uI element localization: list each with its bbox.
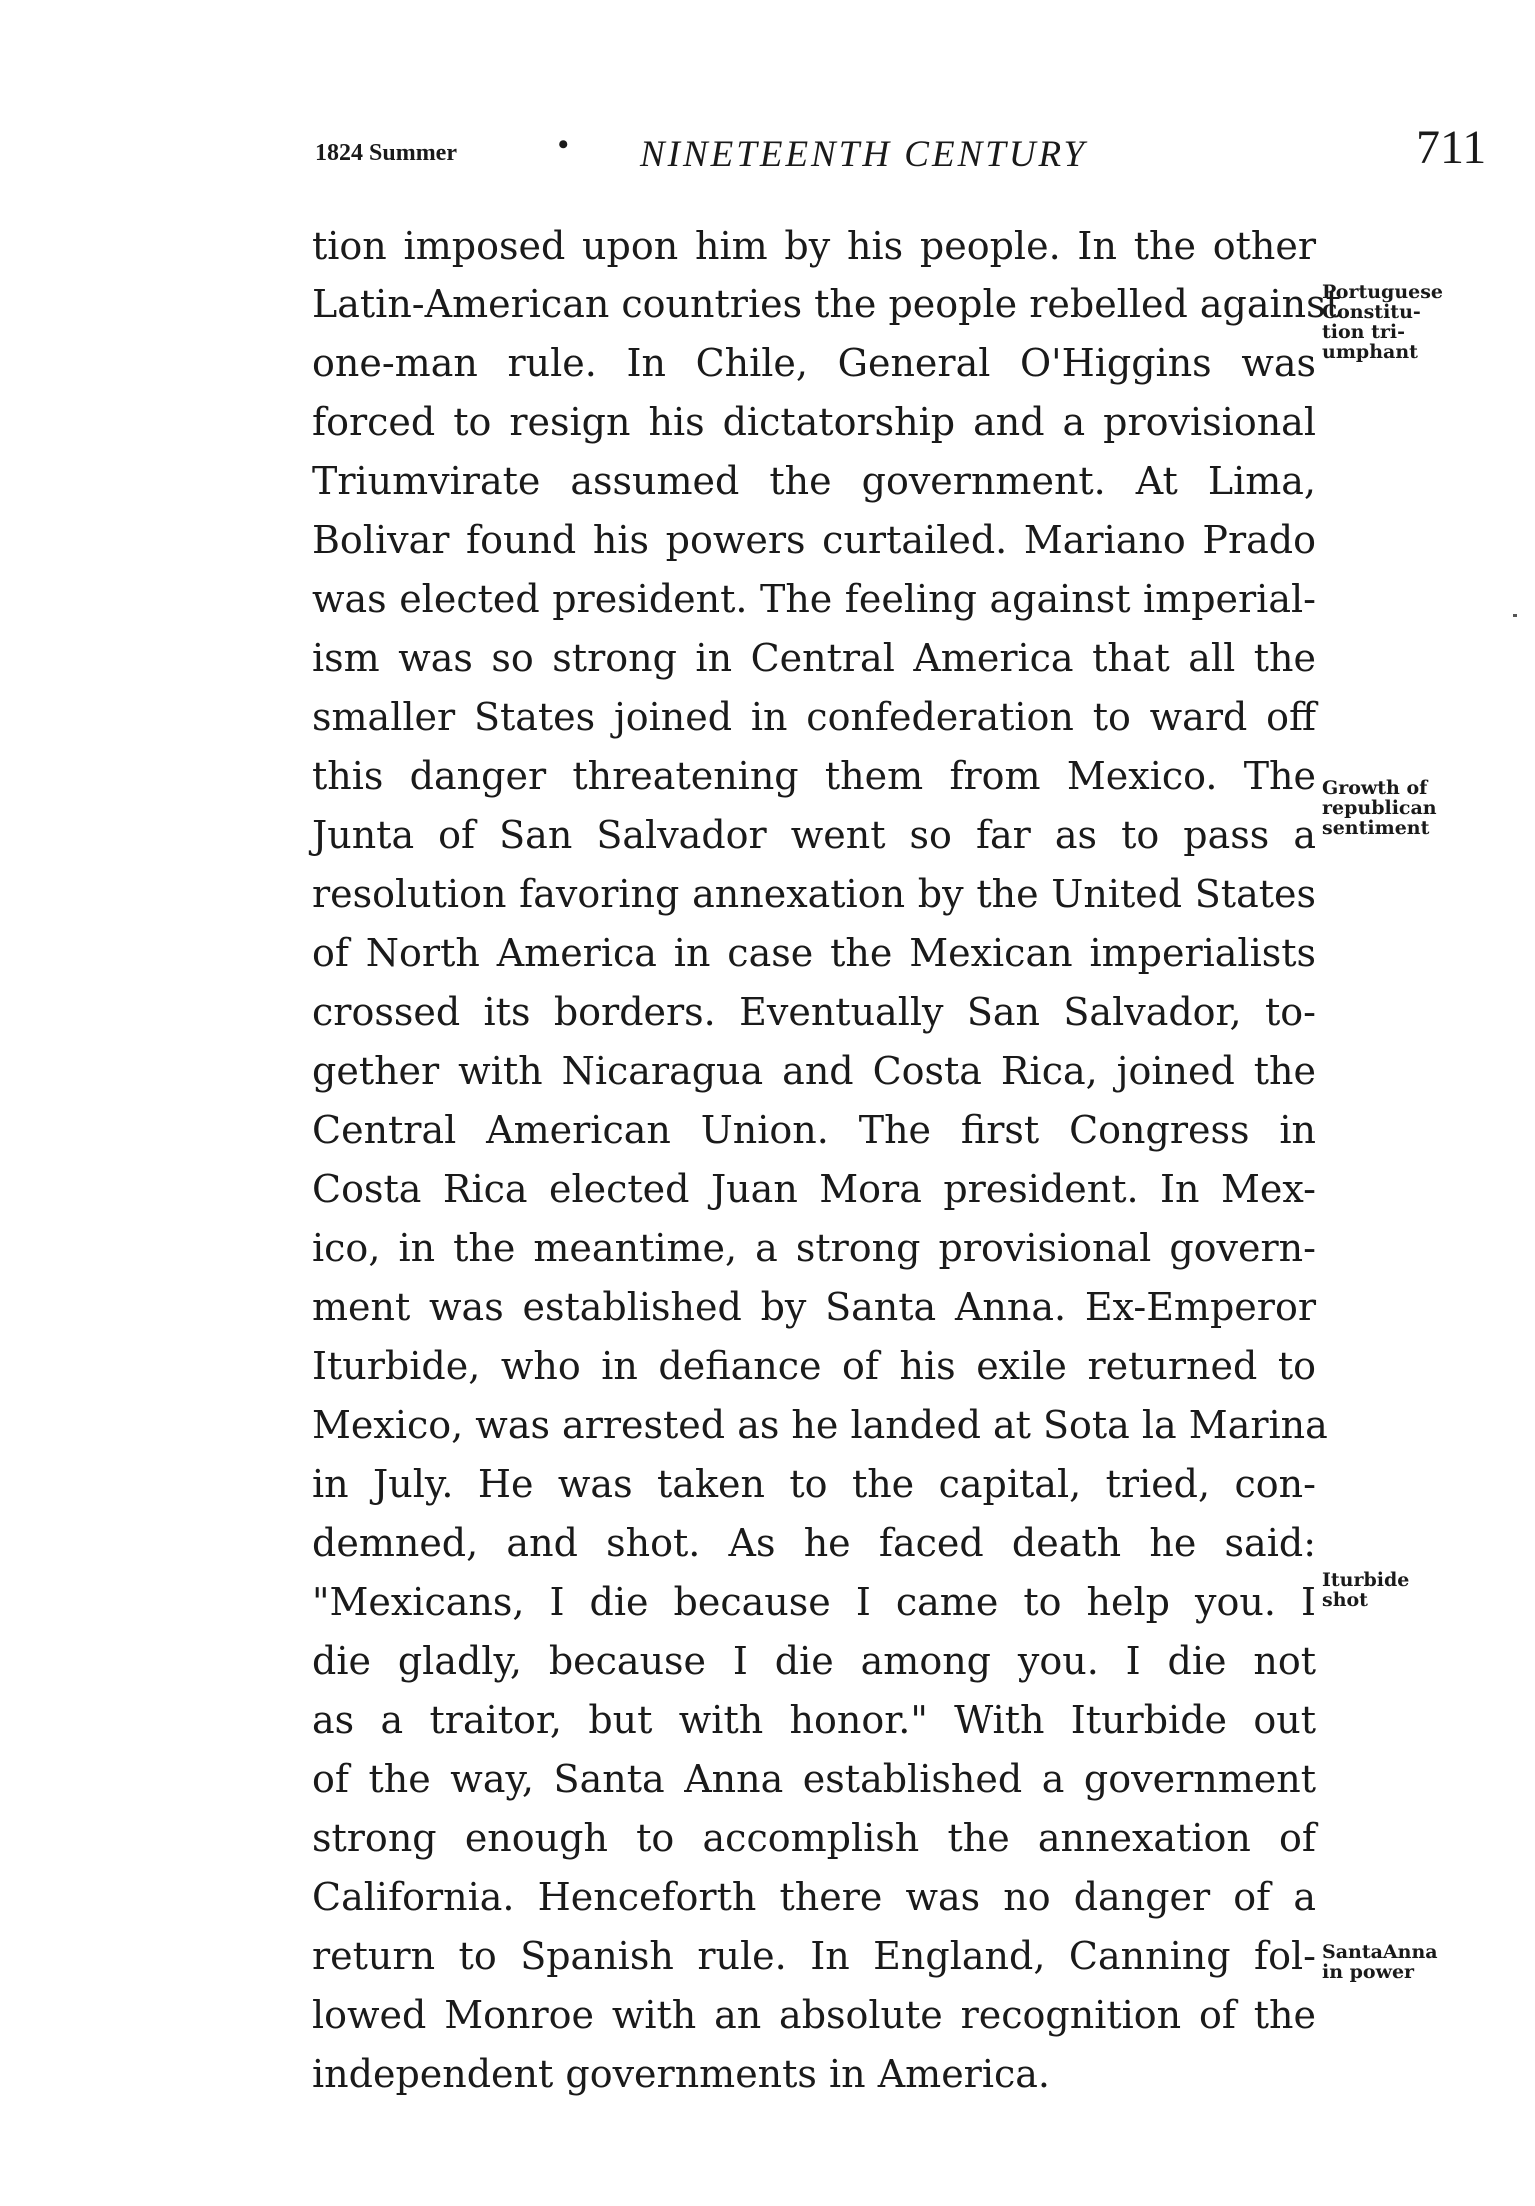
body-line: demned, and shot. As he faced death he said: <box>312 1521 1316 1565</box>
body-line: ment was established by Santa Anna. Ex-Emperor <box>312 1285 1316 1329</box>
body-line: independent governments in America. <box>312 2052 1051 2096</box>
body-line: this danger threatening them from Mexico. The <box>312 754 1316 798</box>
side-note-line: shot <box>1322 1589 1368 1611</box>
body-line: California. Henceforth there was no danger of a <box>312 1875 1316 1919</box>
side-note-line: Iturbide <box>1322 1569 1410 1591</box>
side-note-republican-sentiment <box>1322 778 1437 838</box>
body-line: gether with Nicaragua and Costa Rica, joined the <box>312 1049 1316 1093</box>
side-note-line: Constitu- <box>1322 301 1421 323</box>
side-note-line: SantaAnna <box>1322 1941 1438 1963</box>
body-line: smaller States joined in confederation to ward off <box>312 695 1316 739</box>
body-line: tion imposed upon him by his people. In the other <box>312 224 1316 268</box>
body-line: of the way, Santa Anna established a government <box>312 1757 1316 1801</box>
side-note-line: sentiment <box>1322 817 1430 839</box>
side-note-line: republican <box>1322 797 1437 819</box>
body-line: Central American Union. The first Congress in <box>312 1108 1316 1152</box>
body-line: lowed Monroe with an absolute recognition of the <box>312 1993 1316 2037</box>
body-line: crossed its borders. Eventually San Salvador, to- <box>312 990 1316 1034</box>
page-number: 711 <box>1416 121 1487 174</box>
body-line: in July. He was taken to the capital, tried, con- <box>312 1462 1316 1506</box>
body-line: die gladly, because I die among you. I die not <box>312 1639 1316 1683</box>
body-line: Costa Rica elected Juan Mora president. In Mex- <box>312 1167 1316 1211</box>
body-line: Iturbide, who in defiance of his exile returned to <box>312 1344 1316 1388</box>
body-line: Mexico, was arrested as he landed at Sota la Marina <box>312 1403 1328 1447</box>
body-line: Latin-American countries the people rebelled against <box>312 282 1341 326</box>
body-line: ism was so strong in Central America that all the <box>312 636 1316 680</box>
header-dot-mark: • <box>558 128 569 161</box>
body-line: Bolivar found his powers curtailed. Mariano Prado <box>312 518 1316 562</box>
running-head-title: NINETEENTH CENTURY <box>640 134 1088 175</box>
side-note-line: umphant <box>1322 341 1418 363</box>
body-line: Triumvirate assumed the government. At Lima, <box>312 459 1316 503</box>
body-line: one-man rule. In Chile, General O'Higgins was <box>312 341 1316 385</box>
body-line: of North America in case the Mexican imperialists <box>312 931 1316 975</box>
body-line: forced to resign his dictatorship and a provisional <box>312 400 1316 444</box>
body-line: as a traitor, but with honor." With Iturbide out <box>312 1698 1316 1742</box>
ink-speck <box>1513 614 1517 617</box>
side-note-santa-anna-power <box>1322 1942 1438 1982</box>
body-line: was elected president. The feeling against imperial- <box>312 577 1316 621</box>
side-note-line: Portuguese <box>1322 281 1444 303</box>
side-note-line: Growth of <box>1322 777 1428 799</box>
body-line: resolution favoring annexation by the United States <box>312 872 1316 916</box>
body-line: ico, in the meantime, a strong provisional govern- <box>312 1226 1316 1270</box>
body-line: "Mexicans, I die because I came to help you. I <box>312 1580 1316 1624</box>
body-line: strong enough to accomplish the annexation of <box>312 1816 1316 1860</box>
body-line: return to Spanish rule. In England, Canning fol- <box>312 1934 1316 1978</box>
side-note-portuguese-constitution <box>1322 282 1443 362</box>
side-note-line: in power <box>1322 1961 1415 1983</box>
side-note-iturbide-shot <box>1322 1570 1409 1610</box>
running-head-date: 1824 Summer <box>315 140 457 166</box>
side-note-line: tion tri- <box>1322 321 1405 343</box>
body-line: Junta of San Salvador went so far as to pass a <box>312 813 1316 857</box>
